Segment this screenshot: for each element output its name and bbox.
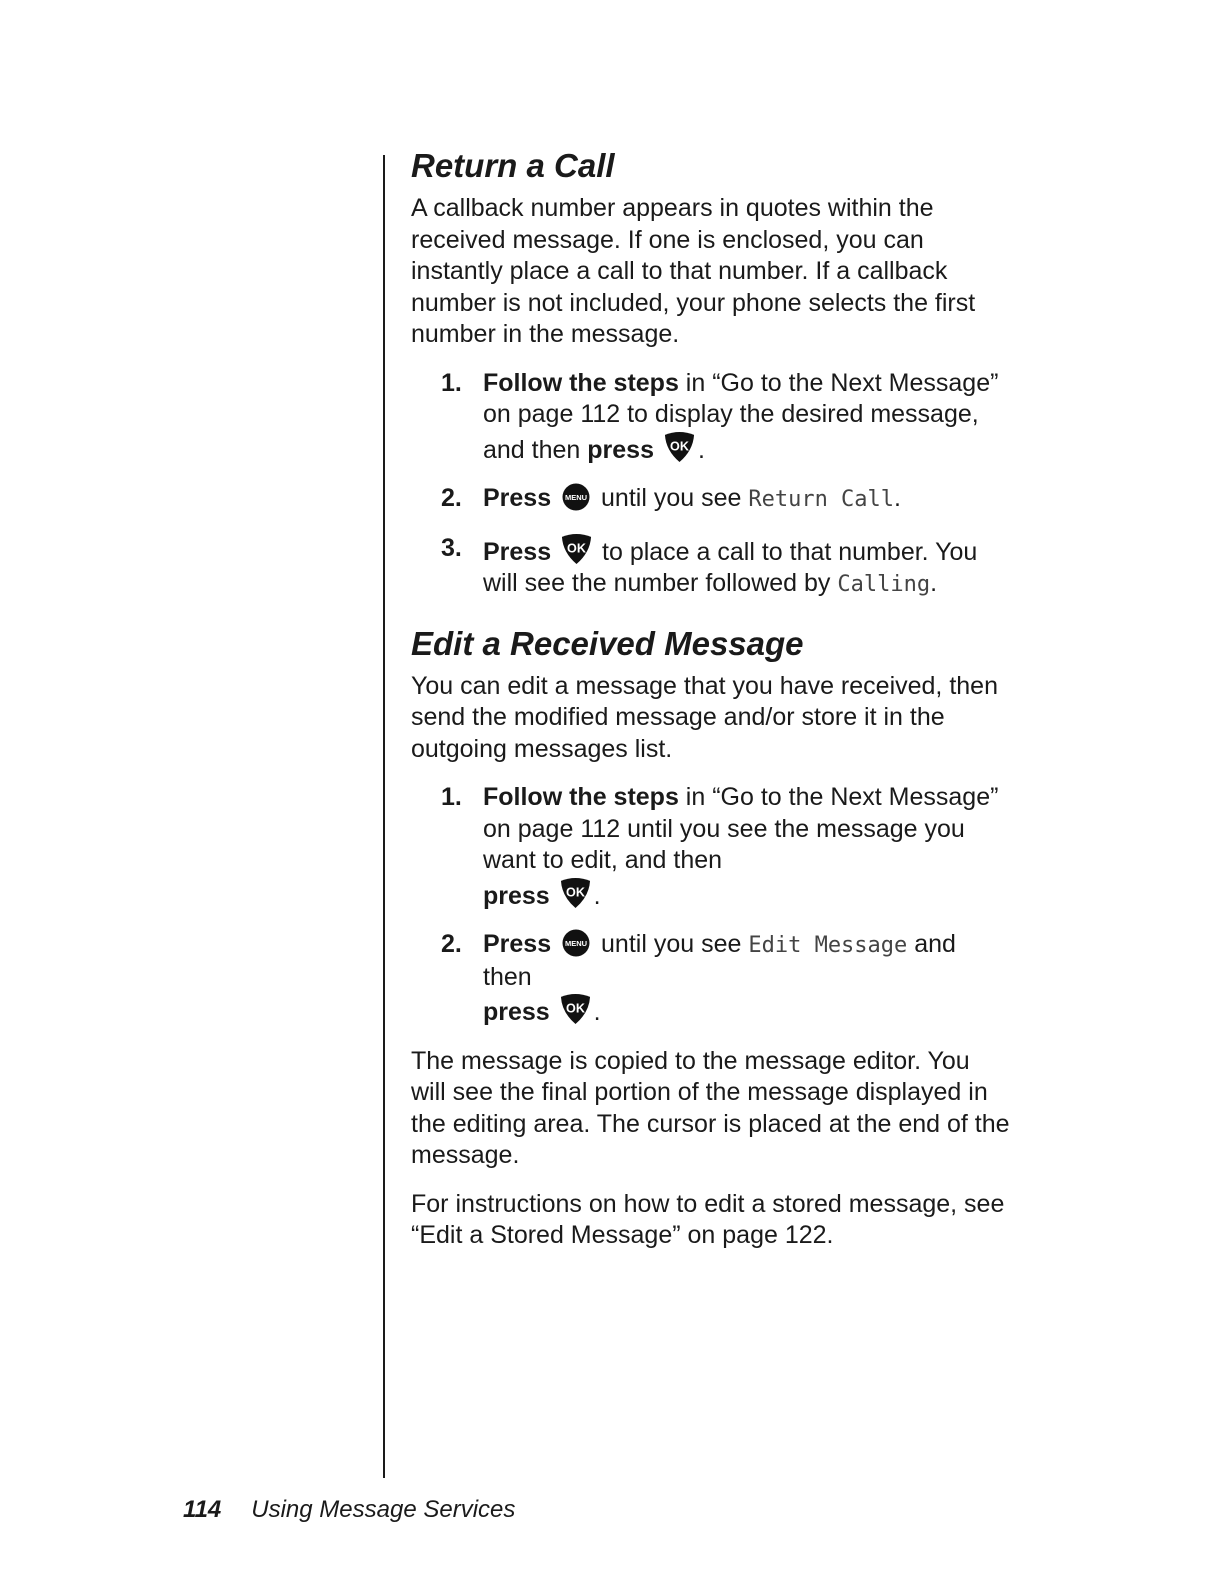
- body-paragraph: For instructions on how to edit a stored message, see “Edit a Stored Message” on page 122.: [411, 1189, 1005, 1249]
- chapter-title: Using Message Services: [251, 1496, 516, 1523]
- ok-key-icon: [559, 877, 592, 910]
- step-item: 3. Press OK to place a call to that number. You will see the number followed by Calling.: [441, 533, 978, 597]
- margin-rule: [383, 155, 385, 1478]
- ok-key-icon: [663, 431, 696, 464]
- section-title-return-call: Return a Call: [411, 147, 615, 184]
- section-intro-edit-received: You can edit a message that you have received, then send the modified message and/or store it in the outgoing messages list.: [411, 671, 998, 763]
- steps-return-call: [411, 368, 1011, 601]
- step-item: 1. Follow the steps in “Go to the Next Message” on page 112 to display the desired message, and then press OK .: [441, 368, 999, 464]
- body-paragraph: The message is copied to the message editor. You will see the final portion of the message displayed in the editing area. The cursor is placed at the end of the message.: [411, 1046, 1010, 1169]
- svg-text:OK: OK: [565, 884, 585, 899]
- section-intro-return-call: A callback number appears in quotes within the received message. If one is enclosed, you can instantly place a call to that number. If a callback number is not included, your phone selects the first number in the message.: [411, 194, 976, 348]
- menu-key-icon: [562, 929, 590, 957]
- ok-key-icon: [559, 993, 592, 1026]
- step-item: 2. Press MENU until you see Edit Message and then press OK .: [441, 930, 956, 1026]
- steps-edit-received: [411, 782, 1011, 1029]
- page-footer: [183, 1495, 515, 1525]
- page-content: [411, 145, 1011, 1252]
- ok-key-icon: [560, 533, 593, 566]
- svg-text:MENU: MENU: [565, 493, 588, 502]
- display-text: Edit Message: [748, 933, 908, 958]
- display-text: Calling: [837, 572, 931, 597]
- section-title-edit-received: Edit a Received Message: [411, 624, 804, 662]
- display-text: Return Call: [748, 487, 895, 512]
- step-item: 2. Press MENU until you see Return Call.: [441, 484, 901, 512]
- svg-text:OK: OK: [565, 1001, 585, 1016]
- page-number: 114: [183, 1496, 222, 1523]
- step-item: 1. Follow the steps in “Go to the Next Message” on page 112 until you see the message you want to edit, and then press OK .: [441, 783, 999, 910]
- menu-key-icon: [562, 483, 590, 511]
- svg-text:OK: OK: [669, 438, 689, 453]
- svg-text:OK: OK: [567, 540, 587, 555]
- svg-text:MENU: MENU: [565, 939, 588, 948]
